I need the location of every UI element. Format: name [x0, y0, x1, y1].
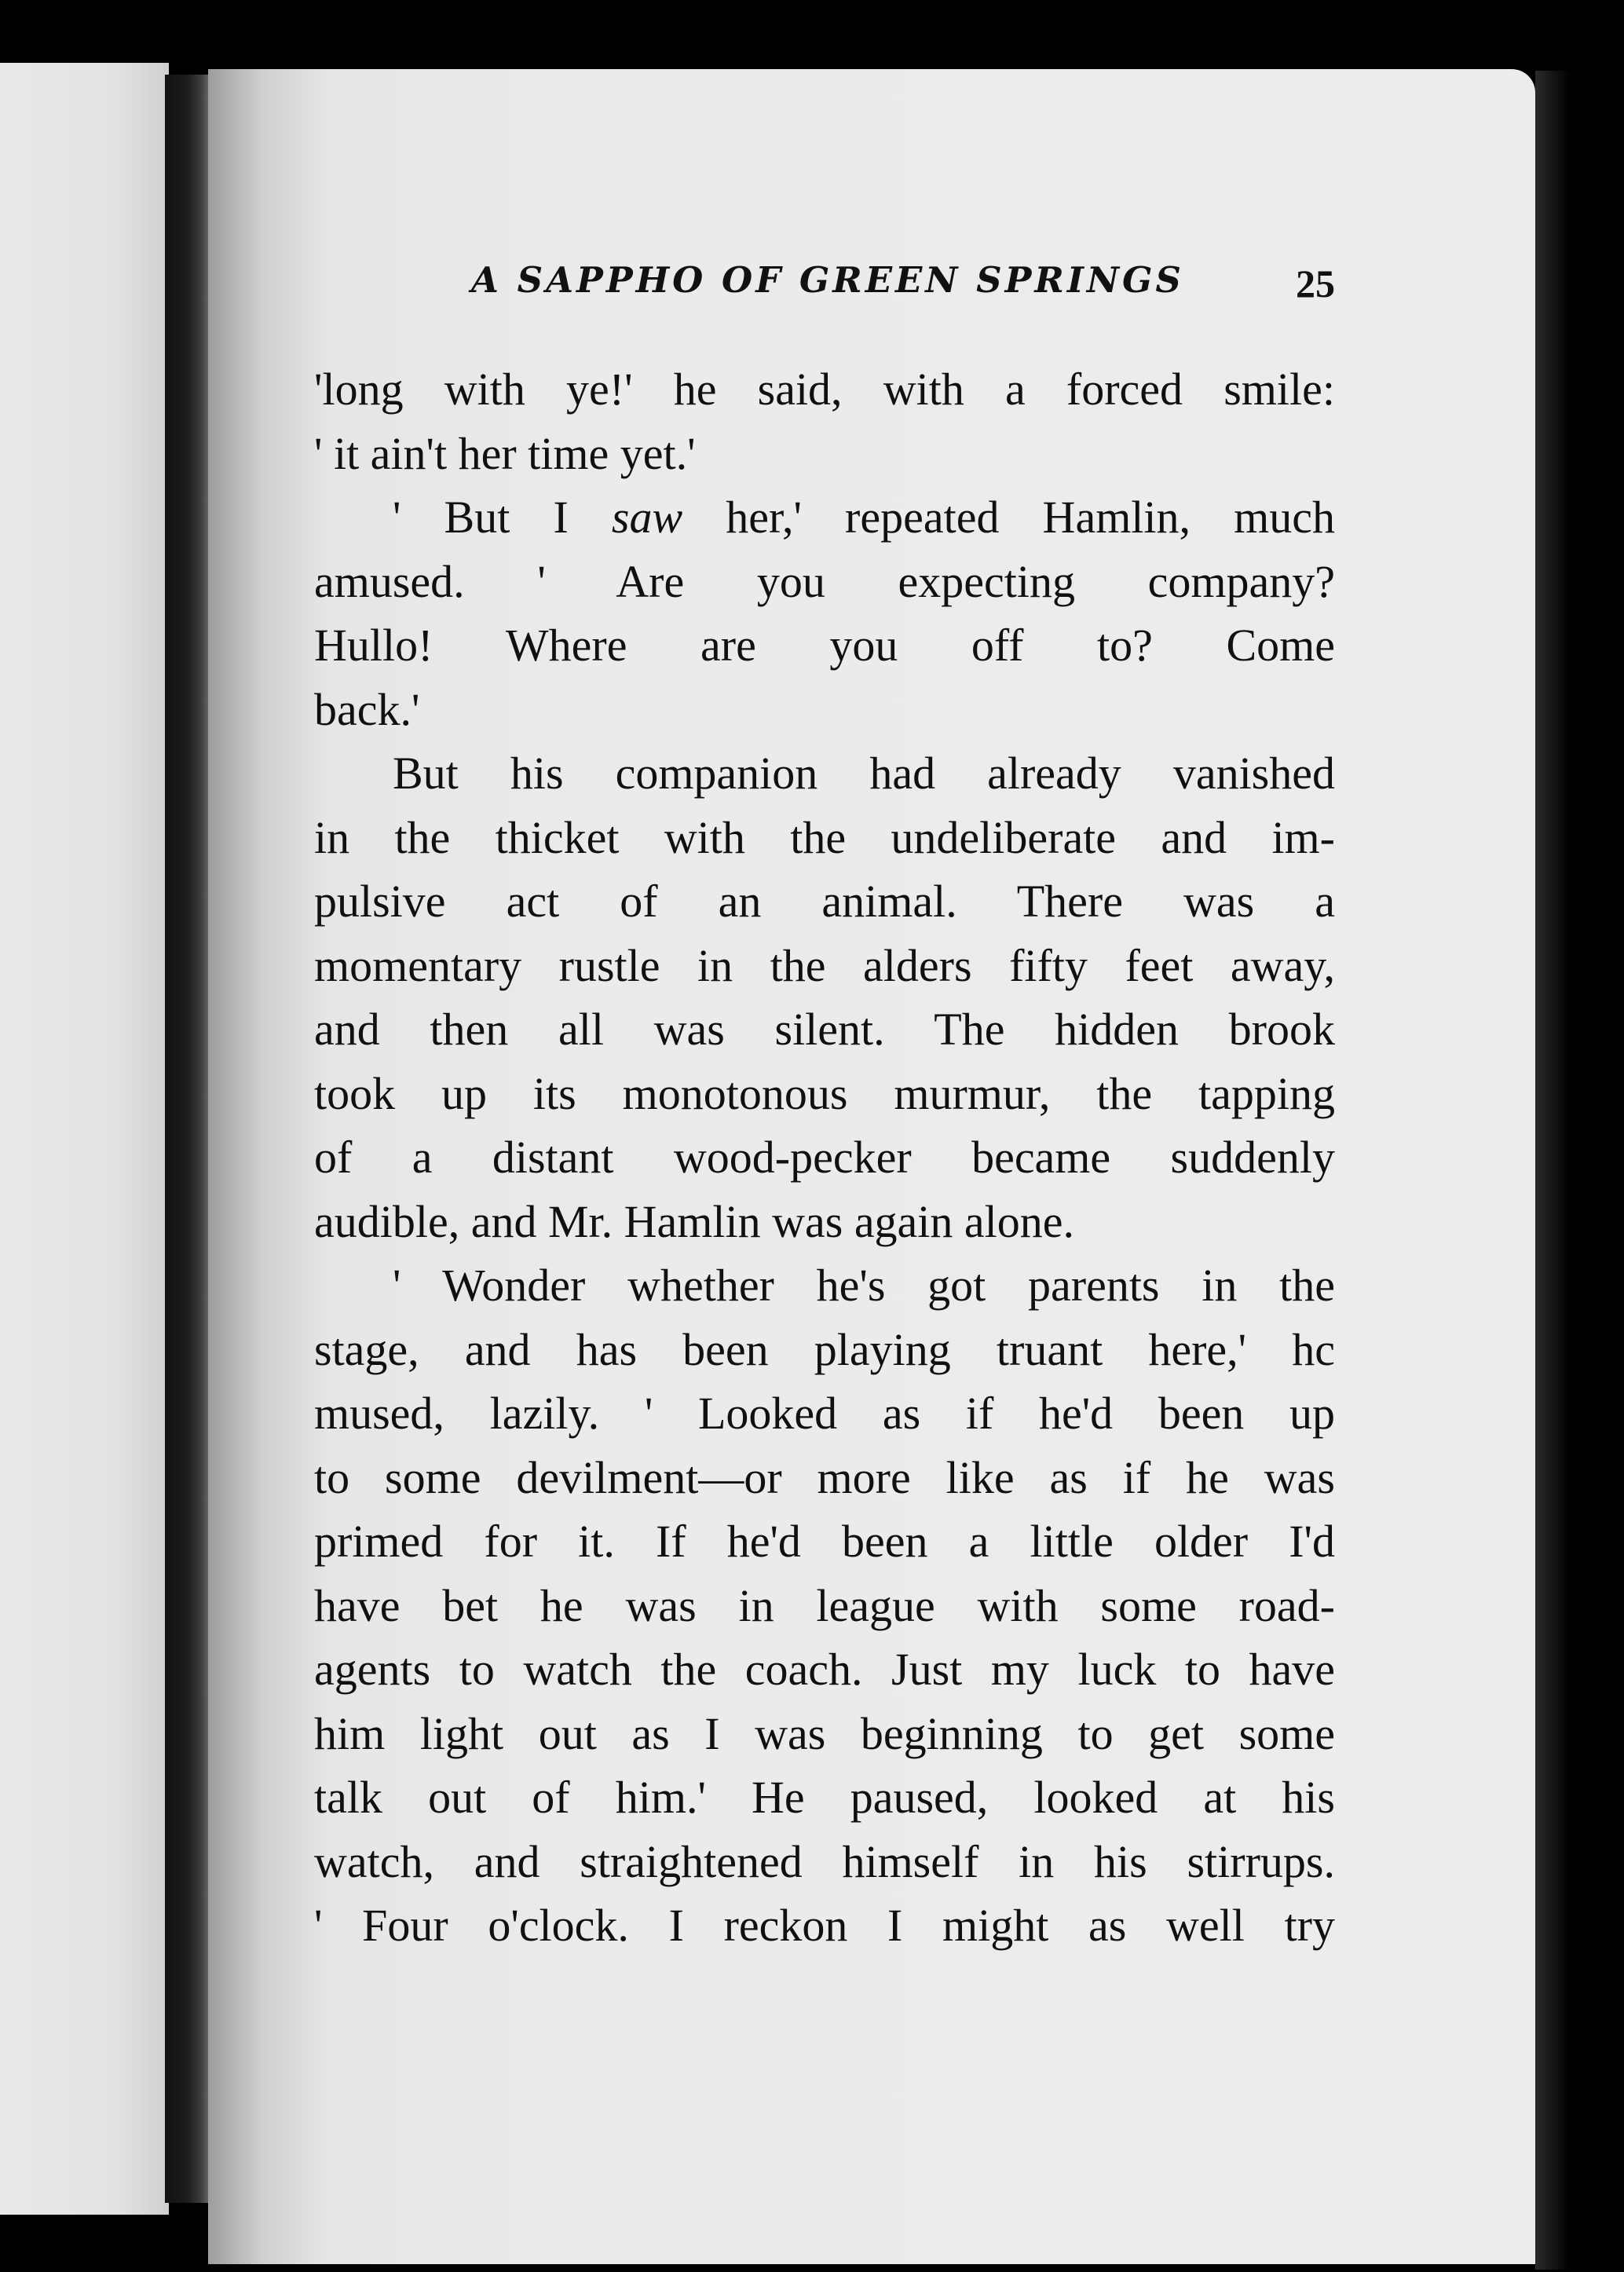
body-text	[314, 357, 1335, 1958]
text-line: ' But I saw her,' repeated Hamlin, much	[393, 492, 1335, 543]
text-line: have bet he was in league with some road-	[314, 1579, 1335, 1631]
text-line: amused. ' Are you expecting company?	[314, 555, 1335, 607]
text-line: ' Four o'clock. I reckon I might as well try	[314, 1900, 1335, 1951]
text-line: momentary rustle in the alders fifty feet away,	[314, 939, 1335, 991]
text-line: Hullo! Where are you off to? Come	[314, 620, 1335, 671]
text-line: ' Wonder whether he's got parents in the	[393, 1260, 1335, 1311]
running-header	[314, 259, 1335, 322]
book-gutter	[165, 75, 212, 2203]
left-page-edge	[0, 63, 169, 2215]
text-line: primed for it. If he'd been a little older I'd	[314, 1516, 1335, 1567]
text-line: stage, and has been playing truant here,' hc	[314, 1323, 1335, 1375]
italic-word: saw	[611, 492, 683, 543]
text-line: and then all was silent. The hidden brook	[314, 1004, 1335, 1055]
text-line: audible, and Mr. Hamlin was again alone.	[314, 1195, 1075, 1247]
text-line: watch, and straightened himself in his stirrups.	[314, 1835, 1335, 1887]
page-stack-edge	[1535, 71, 1571, 2270]
text-line: in the thicket with the undeliberate and im-	[314, 811, 1335, 863]
text-line: pulsive act of an animal. There was a	[314, 876, 1335, 927]
text-line: mused, lazily. ' Looked as if he'd been up	[314, 1388, 1335, 1439]
text-line: back.'	[314, 683, 420, 735]
text-line: of a distant wood-pecker became suddenly	[314, 1132, 1335, 1183]
text-line: took up its monotonous murmur, the tapping	[314, 1067, 1335, 1119]
text-line: ' it ain't her time yet.'	[314, 427, 696, 479]
text-line: agents to watch the coach. Just my luck to have	[314, 1644, 1335, 1695]
text-line: him light out as I was beginning to get some	[314, 1707, 1335, 1759]
text-line: talk out of him.' He paused, looked at his	[314, 1772, 1335, 1823]
text-line: 'long with ye!' he said, with a forced smile:	[314, 364, 1335, 415]
page-number: 25	[1296, 262, 1335, 305]
text-line: But his companion had already vanished	[393, 748, 1335, 799]
text-line: to some devilment—or more like as if he was	[314, 1451, 1335, 1503]
running-title: A SAPPHO OF GREEN SPRINGS	[471, 259, 1184, 301]
